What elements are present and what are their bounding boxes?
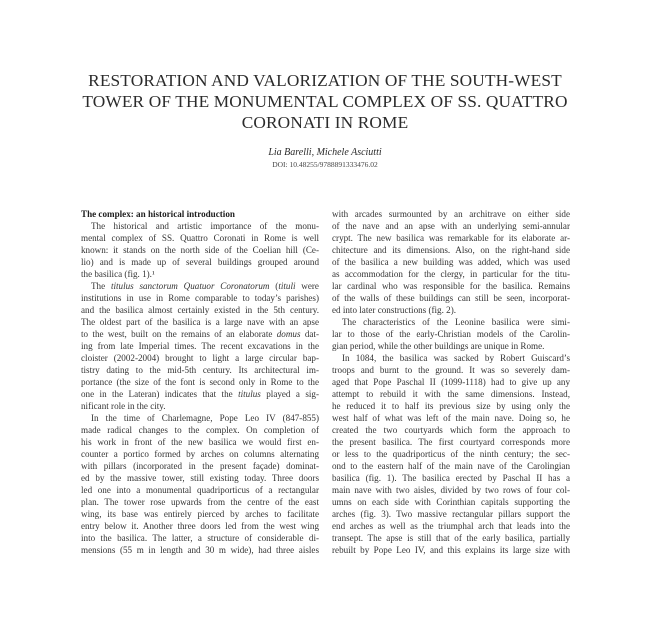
paper-title [60, 70, 590, 133]
text-line: portance (the size of the font is second only in Rome to the [81, 377, 319, 387]
text-line: mensions (55 m in length and 30 m wide), had three aisles [81, 545, 319, 555]
text-line: umns on each side with Corinthian capitals supporting the [332, 497, 570, 507]
text-line: led one into a monumental quadriporticus of a rectangular [81, 485, 319, 495]
right-column [332, 208, 570, 556]
text-line: with pillars (incorporated in the present façade) dominat- [81, 461, 319, 471]
text-line: ing from late Imperial times. The recent excavations in the [81, 341, 319, 351]
text-line: known: it stands on the north side of the Coelian hill (Ce- [81, 245, 319, 255]
doi: DOI: 10.48255/9788891333476.02 [272, 160, 378, 169]
text-line: In 1084, the basilica was sacked by Robert Guiscard’s [342, 353, 570, 363]
text-line: west half of what was left of the main nave. Doing so, he [332, 413, 570, 423]
text-line: basilica (fig. 1). The basilica erected by Paschal II has a [332, 473, 570, 483]
text-line: cloister (2002-2004) brought to light a large circular bap- [81, 353, 319, 363]
text-line: into the basilica. The latter, a structure of considerable di- [81, 533, 319, 543]
text-line: The historical and artistic importance of the monu- [91, 221, 319, 231]
text-line: rebuilt by Pope Leo IV, and this explains its large size with [332, 545, 570, 555]
text-line: mental complex of SS. Quattro Coronati in Rome is well [81, 233, 319, 243]
text-line: institutions in use in Rome comparable to today’s parishes) [81, 293, 319, 303]
text-line: transept. The apse is still that of the early basilica, partially [332, 533, 570, 543]
text-line: chitecture and its dimensions. Also, on the right-hand side [332, 245, 570, 255]
text-line: nificant role in the city. [81, 401, 166, 411]
text-line: crypt. The new basilica was remarkable for its elaborate ar- [332, 233, 570, 243]
text-line: made radical changes to the complex. On completion of [81, 425, 319, 435]
text-line: to the west, built on the remains of an elaborate domus dat- [81, 329, 319, 339]
text-line: plan. The tower rose upwards from the centre of the east [81, 497, 319, 507]
text-line: created the two courtyards which form the approach to [332, 425, 570, 435]
text-line: main nave with two aisles, divided by two rows of four col- [332, 485, 570, 495]
title-line-2: TOWER OF THE MONUMENTAL COMPLEX OF SS. QUATTRO [82, 92, 568, 111]
text-line: In the time of Charlemagne, Pope Leo IV (847-855) [91, 413, 319, 423]
text-line: lar cardinal who was responsible for the basilica. Remains [332, 281, 570, 291]
text-line: of the walls of these buildings can still be seen, incorporat- [332, 293, 570, 303]
text-line: ed into later constructions (fig. 2). [332, 305, 456, 315]
text-line: end arches as well as the triumphal arch that leads into the [332, 521, 570, 531]
text-line: arches (fig. 3). Two massive rectangular pillars support the [332, 509, 570, 519]
text-line: ond to the eastern half of the main nave of the Carolingian [332, 461, 570, 471]
text-line: lar to those of the early-Christian models of the Carolin- [332, 329, 570, 339]
text-line: lio) and is made up of several buildings grouped around [81, 257, 319, 267]
left-column [81, 208, 319, 556]
text-line: or less to the quadriporticus of the ninth century; the sec- [332, 449, 570, 459]
text-line: as accommodation for the clergy, in particular for the titu- [332, 269, 570, 279]
authors: Lia Barelli, Michele Asciutti [268, 147, 382, 158]
text-line: of the nave and an apse with an underlying semi-annular [332, 221, 570, 231]
text-line: troops and burnt to the ground. It was so severely dam- [332, 365, 570, 375]
text-line: his work in front of the new basilica we would first en- [81, 437, 319, 447]
text-line: entry below it. Another three doors led from the west wing [81, 521, 319, 531]
text-line: The characteristics of the Leonine basilica were simi- [342, 317, 570, 327]
title-line-3: CORONATI IN ROME [241, 113, 409, 132]
text-line: he reduced it to half its previous size by using only the [332, 401, 570, 411]
text-line: the basilica (fig. 1).¹ [81, 269, 155, 279]
text-line: aged that Pope Paschal II (1099-1118) had to give up any [332, 377, 570, 387]
text-line: and the basilica almost certainly existed in the 5th century. [81, 305, 319, 315]
title-line-1: RESTORATION AND VALORIZATION OF THE SOUTH-WEST [88, 71, 562, 90]
text-line: of the basilica a new building was added, which was used [332, 257, 570, 267]
text-line: The oldest part of the basilica is a large nave with an apse [81, 317, 319, 327]
text-line: one in the Lateran) indicates that the titulus played a sig- [81, 389, 319, 399]
text-line: with arcades surmounted by an architrave on either side [332, 209, 570, 219]
text-line: the present basilica. The first courtyard corresponds more [332, 437, 570, 447]
text-line: attempt to rebuild it with the same dimensions. Instead, [332, 389, 570, 399]
text-line: gian period, while the other buildings are unique in Rome. [332, 341, 545, 351]
text-line: counter a portico formed by arches on columns alternating [81, 449, 319, 459]
text-line: wing, its base was entirely pierced by arches to facilitate [81, 509, 319, 519]
text-line: The titulus sanctorum Quatuor Coronatorum (tituli were [91, 281, 319, 291]
text-line: tistry dating to the mid-5th century. Its architectural im- [81, 365, 319, 375]
text-line: ed by the massive tower, still existing today. Three doors [81, 473, 319, 483]
section-heading: The complex: an historical introduction [81, 209, 235, 219]
